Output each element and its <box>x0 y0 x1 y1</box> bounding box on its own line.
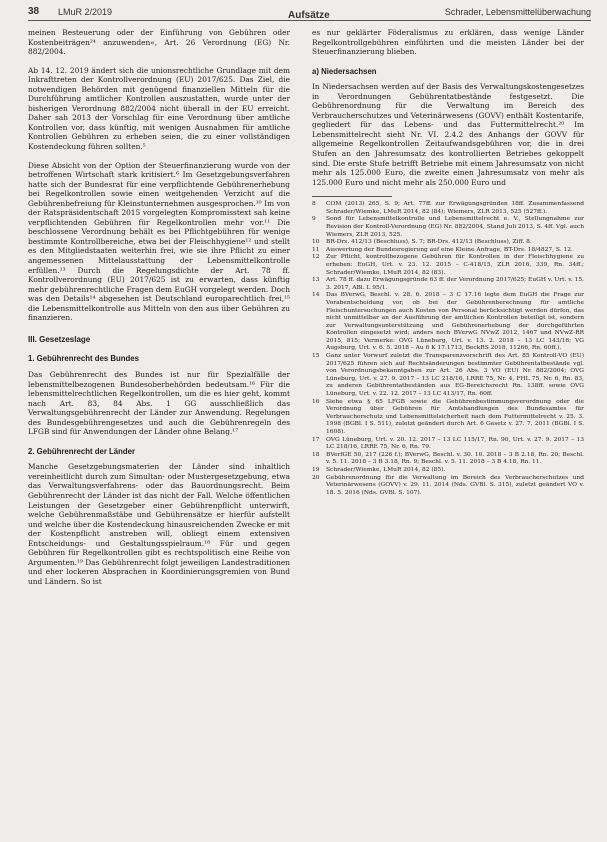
footnote-number: 18 <box>312 451 320 458</box>
paragraph: Diese Absicht von der Option der Steuerfinanzierung wurde von der betroffenen Wirtschaft stark kritisiert.⁶ Im Gesetzgebungsverfahren hatte sich der Bundesrat für eine verpflichtende Gebührenerhebung bei Regelkontrollen sowie einen weitgehenden Verzicht auf die Gebührenbefreiung für Kleinstunternehmen ausgesprochen.¹⁰ Im von der Ratspräsidentschaft 2015 vorgelegten Kompromisstext sah keine verpflichtenden Gebühren für Regelkontrollen mehr vor.¹¹ Die beschlossene Verordnung behält es bei Pflichtgebühren für wenige bestimmte Kontrollbereiche, etwa bei der Fleischhygiene¹² und stellt es den Mitgliedstaaten weiterhin frei, wie sie ihre Pflicht zu einer angemessenen Mittelausstattung der Lebensmittelkontrolle erfüllen.¹³ Durch die Regelungsdichte der Art. 78 ff. Kontrollverordnung (EU) 2017/625 ist zu erwarten, dass künftig mehr gebührenrechtliche Fragen dem EuGH vorgelegt werden. Doch was den Details¹⁴ abgesehen ist Deutschland europarechtlich frei,¹⁵ die Lebensmittelkontrolle aus Mitteln von den aus über Gebühren zu finanzieren. <box>28 160 290 323</box>
footnote-text: Auswertung der Bundesregierung auf eine Kleine Anfrage, BT-Drs. 18/4827, S. 12. <box>326 246 573 253</box>
subsection-heading: 2. Gebührenrecht der Länder <box>28 446 136 456</box>
footnote-text: Zur Pflicht, kontrollbezogene Gebühren für Kontrollen in der Fleischhygiene zu erheben: EuGH, Urt. v. 23. 12. 2015 – C-418/15, ZLR 2016, 339, Rn. 34ff.; Schrader/Wiemke, LMuR 2014, 82 (83). <box>326 254 584 276</box>
footnote-text: BR-Drs. 412/13 (Beschluss), S. 7; BR-Drs. 412/13 (Beschluss), Ziff. 8. <box>326 239 532 246</box>
footnote <box>312 277 584 292</box>
journal-citation: LMuR 2/2019 <box>58 7 113 17</box>
subsection-heading: a) Niedersachsen <box>312 66 377 76</box>
footnote-number: 11 <box>312 246 320 253</box>
footnote <box>312 292 584 353</box>
footnote-number: 20 <box>312 474 320 481</box>
paragraph: Ab 14. 12. 2019 ändert sich die unionsrechtliche Grundlage mit dem Inkrafttreten der Kontrollverordnung (EU) 2017/625. Das Ziel, die notwendigen Behörden mit genügend finanziellen Mitteln für die Durchführung amtlicher Kontrollen auszustatten, wurde unter der bisherigen Verordnung 882/2004 nicht überall in der EU erreicht. Daher sah 2013 der Vorschlag für eine Verordnung über amtliche Kontrollen vor, dass künftig, mit wenigen Ausnahmen für amtliche Kontrollen Gebühren zu erheben seien, die zu einer vollständigen Kostendeckung führen sollten.⁵ <box>28 65 290 152</box>
footnote-text: Siehe etwa § 65 LFGB sowie die Gebührenbestimmungsverordnung oder die Verordnung über Gebühren für Amtshandlungen des Bundesamtes für Verbraucherschutz und Lebensmittelsicherheit nach dem Futtermittelrecht v. 25. 3. 1998 (BGBl. I S. 511), zuletzt geändert durch Art. 6 Gesetz v. 27. 7. 2011 (BGBl. I S. 1608). <box>326 398 584 436</box>
footnote-number: 19 <box>312 466 320 473</box>
paragraph: Das Gebührenrecht des Bundes ist nur für Spezialfälle der lebensmittelbezogenen Bundesoberbehörden bedeutsam.¹⁶ Für die lebensmittelrechtlichen Regelkontrollen, um die es hier geht, kommt nach Art. 83, 84 Abs. 1 GG ausschließlich das Verwaltungsgebührenrecht der Länder zur Anwendung. Regelungen des Bundesgebührengesetzes und auch die Gebührenregeln des LFGB sind für Anwendungen der Länder ohne Belang.¹⁷ <box>28 369 290 437</box>
right-column <box>312 28 584 497</box>
footnote <box>312 247 584 255</box>
footnote <box>312 216 584 239</box>
footnote-number: 16 <box>312 398 320 405</box>
subsection-heading: 1. Gebührenrecht des Bundes <box>28 354 139 364</box>
footnote-number: 10 <box>312 239 320 246</box>
footnote <box>312 353 584 399</box>
paragraph: meinen Besteuerung oder der Einführung von Gebühren oder Kostenbeiträgen²⁴ anzuwenden«, Art. 26 Verordnung (EG) Nr. 882/2004. <box>28 28 290 57</box>
footnote-separator <box>312 196 392 197</box>
footnote-number: 17 <box>312 436 320 443</box>
footnote-text: Das BVerwG, Beschl. v. 28. 6. 2018 – 3 C 17.16 legte dem EuGH die Frage zur Vorabentscheidung vor, ob bei der Gebührenberechnung für amtliche Fleischuntersuchungen auch Kosten von Personal berücksichtigt werden dürfen, das nicht unmittelbar an der Ausführung der amtlichen Kontrollen beteiligt ist, sondern zur Verwaltungsunterstützung und Gebührenerhebung der durchgeführten Kontrollen eingesetzt wird; anders noch BVerwG NVwZ 2012, 1467 und NVwZ-RR 2015, 815; Vermerke: OVG Lüneburg, Urt. v. 13. 2. 2018 – 13 LC 143/16; VG Augsburg, Urt. v. 6. 5. 2018 – Au 6 K 17.1713, BeckRS 2018, 11266, Rn. 60ff.). <box>326 292 584 352</box>
left-column <box>28 28 290 595</box>
page-number: 38 <box>28 6 40 17</box>
footnote-number: 8 <box>312 201 316 208</box>
paragraph: In Niedersachsen werden auf der Basis des Verwaltungskostengesetzes in Verordnungen Gebührentatbestände festgesetzt. Die Gebührenordnung für die Verwaltung im Bereich des Verbraucherschutzes und Veterinärwesens (GOVV) enthält Kostentarife, gegliedert für das Lebens- und das Futtermittelrecht.²⁰ Im Lebensmittelrecht sieht Nr. VI. 2.4.2 des Anhangs der GOVV für allgemeine Regelkontrollen Zeitaufwandsgebühren vor, die in drei Stufen an den Jahresumsatz des kontrollierten Betriebes gekoppelt sind. Die erste Stufe betrifft Betriebe mit einem Jahresumsatz von nicht mehr als 125.000 Euro, die zweite einen Jahresumsatz von mehr als 125.000 Euro und nicht mehr als 250.000 Euro und <box>312 82 584 187</box>
footnote <box>312 452 584 467</box>
section-title: Aufsätze <box>288 10 330 21</box>
footnote-text: Sond für Lebensmittelkontrolle und Lebensmittelrecht e. V., Stellungnahme zur Revision der Kontroll-Verordnung (EG) Nr. 882/2004, Stand Juli 2013, S. 4ff. Vgl. auch Wiemers, ZLR 2013, 525. <box>326 216 584 238</box>
footnotes <box>312 201 584 497</box>
footnote <box>312 201 584 216</box>
footnote-number: 9 <box>312 216 316 223</box>
footnote-text: Ganz unter Vorwurf zuletzt die Transparenzvorschrift des Art. 85 Kontroll-VO (EU) 2017/625 führen sich auf Rechtsänderungen bestimmter Gebührentatbestände vgl. von Verordnungsbekanntgaben zur Art. 26 Abs. 3 VO (EU) Nr. 882/2004; OVG Lüneburg, Urt. v. 27. 9. 2017 – 13 LC 218/16, LRRE 75, Nr. 4, FHL 75, Nr. 6, Rn. 83, zu anderen Gebührentatbeständen aus EG-Bereichsrecht Rn. 138ff. sowie OVG Lüneburg, Urt. v. 22. 12. 2017 – 13 LC 413/17, Rn. 60ff. <box>326 353 584 398</box>
footnote <box>312 239 584 247</box>
paragraph: es nur geklärter Föderalismus zu erklären, dass wenige Länder Regelkontrollgebühren einführten und die meisten Länder bei der Steuerfinanzierung blieben. <box>312 28 584 57</box>
footnote-text: Schrader/Wiemke, LMuR 2014, 82 (85). <box>326 466 446 473</box>
footnote-number: 13 <box>312 277 320 284</box>
footnote-number: 15 <box>312 353 320 360</box>
footnote-text: COM (2013) 265, S. 9; Art. 77ff. zur Erwägungsgründen 18ff. Zusammenfassend Schrader/Wiemke, LMuR 2014, 82 (84); Wiemers, ZLR 2013, 525 (527ff.). <box>326 201 584 215</box>
footnote-text: Gebührenordnung für die Verwaltung im Bereich des Verbraucherschutzes und Veterinärwesens (GOVV) v. 29. 11. 2014 (Nds. GVBl. S. 315), zuletzt geändert VO v. 18. 5. 2016 (Nds. GVBl. S. 107). <box>326 474 584 496</box>
paragraph: Manche Gesetzgebungsmaterien der Länder sind inhaltlich vereinheitlicht durch zum Simultan- oder Mustergesetzgebung, etwa das Verwaltungsverfahrens- oder das Bauordnungsrecht. Beim Gebührenrecht der Länder ist das nicht der Fall. Welche öffentlichen Leistungen der Gesetzgeber einer Gebührenpflicht unterwirft, welche Gebührenmaßstäbe und Gebührensätze er hierfür aufstellt und welche über die Kostendeckung hinausreichenden Zwecke er mit der Kostenpflicht anstreben will, obliegt einem extensiven Entscheidungs- und Gestaltungsspielraum.¹⁸ Für und gegen Gebühren für Regelkontrollen gibt es rechtspolitisch eine Reihe von Argumenten.¹⁹ Das Gebührenrecht folgt jeweiligen Landestraditionen und eher lockeren Absprachen in Koordinierungsgremien von Bund und Ländern. So ist <box>28 462 290 586</box>
footnote <box>312 475 584 498</box>
running-title: Schrader, Lebensmittelüberwachung <box>444 7 591 17</box>
footnote <box>312 399 584 437</box>
header-rule <box>28 20 591 21</box>
footnote-text: Art. 78 ff. dazu Erwägungsgründe 63 ff. der Verordnung 2017/625; EuGH v. Urt. v. 15. 3. 2017, ABl. L 95/1. <box>326 277 584 291</box>
footnote <box>312 254 584 277</box>
footnote-number: 14 <box>312 292 320 299</box>
footnote <box>312 467 584 475</box>
footnote-text: BVerfGE 50, 217 (226 f.); BVerwG, Beschl. v. 30. 10. 2018 – 3 B 2.18, Rn. 20; Beschl. v. 5. 11. 2018 – 3 B 3.18, Rn. 9; Beschl. v. 5. 11. 2018 – 3 B 4.18, Rn. 11. <box>326 451 584 466</box>
section-heading: III. Gesetzeslage <box>28 334 91 344</box>
footnote-text: OVG Lüneburg, Urt. v. 20. 12. 2017 – 13 LC 115/17, Rn. 90, Urt. v. 27. 9. 2017 – 13 LC 218/16, LRRE 75, Nr. 6, Rn. 79. <box>326 436 584 451</box>
footnote <box>312 437 584 452</box>
footnote-number: 12 <box>312 254 320 261</box>
